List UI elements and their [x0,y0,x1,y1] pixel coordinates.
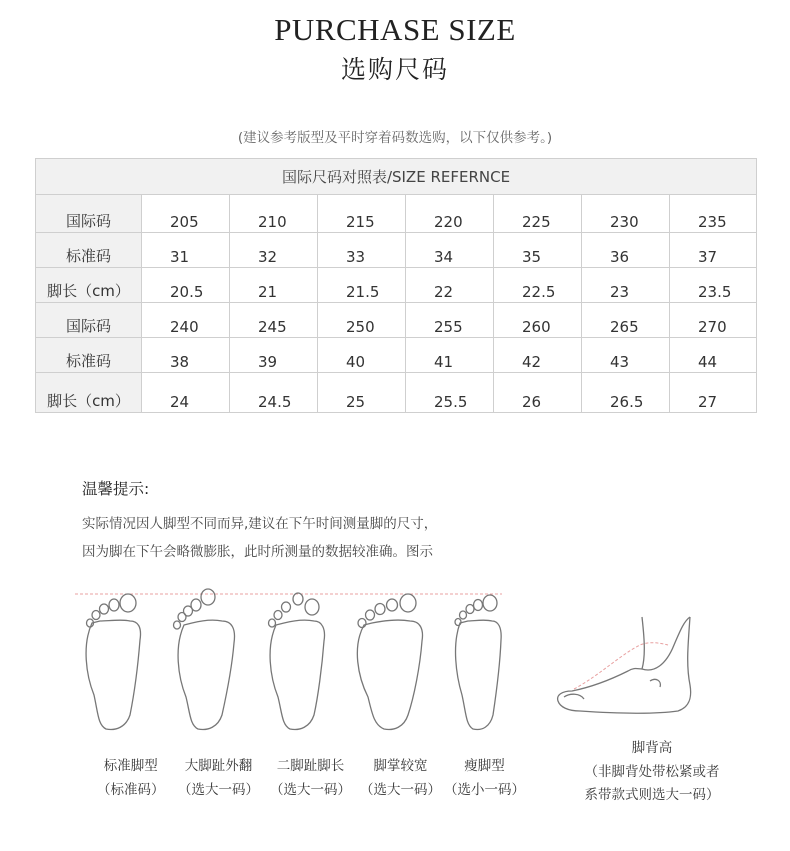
high-instep-foot-icon [550,615,710,725]
table-cell: 23 [582,268,670,303]
table-cell: 215 [318,195,406,233]
table-row [36,303,757,338]
foot-wide-icon [357,594,422,729]
table-cell: 210 [230,195,318,233]
size-table-heading: 国际尺码对照表/SIZE REFERNCE [36,159,757,195]
table-cell: 245 [230,303,318,338]
foot-type-slim-label: 瘦脚型 （选小一码） [444,758,525,798]
instep-label: 脚背高 （非脚背处带松紧或者 系带款式则选大一码） [584,740,720,803]
title-english: PURCHASE SIZE [274,12,516,47]
foot-bunion-icon [174,589,235,729]
foot-standard-icon [86,594,140,729]
table-cell: 21 [230,268,318,303]
table-cell: 37 [670,233,757,268]
table-cell: 24.5 [230,373,318,413]
table-cell: 260 [494,303,582,338]
table-cell: 235 [670,195,757,233]
row-label: 标准码 [36,233,142,268]
foot-type-standard-label: 标准脚型 （标准码） [97,758,165,798]
table-cell: 27 [670,373,757,413]
table-cell: 205 [142,195,230,233]
row-label: 国际码 [36,195,142,233]
table-cell: 38 [142,338,230,373]
tips-line-1: 实际情况因人脚型不同而异,建议在下午时间测量脚的尺寸， [82,516,438,532]
table-cell: 33 [318,233,406,268]
foot-types-illustration [70,585,510,735]
tips-title: 温馨提示: [82,480,150,498]
foot-type-bunion-label: 大脚趾外翻 （选大一码） [178,758,259,798]
table-cell: 265 [582,303,670,338]
table-cell: 250 [318,303,406,338]
row-label: 标准码 [36,338,142,373]
table-cell: 24 [142,373,230,413]
table-cell: 25.5 [406,373,494,413]
table-cell: 34 [406,233,494,268]
table-cell: 25 [318,373,406,413]
table-cell: 36 [582,233,670,268]
instep-guide-line [574,643,668,689]
table-cell: 42 [494,338,582,373]
foot-type-wide-label: 脚掌较宽 （选大一码） [360,758,441,798]
tips-line-2: 因为脚在下午会略微膨胀，此时所测量的数据较准确。图示 [82,544,433,560]
table-cell: 255 [406,303,494,338]
table-row [36,373,757,413]
table-cell: 22 [406,268,494,303]
table-cell: 39 [230,338,318,373]
table-cell: 31 [142,233,230,268]
table-cell: 21.5 [318,268,406,303]
table-cell: 40 [318,338,406,373]
table-cell: 43 [582,338,670,373]
foot-slim-icon [455,595,501,729]
title-chinese: 选购尺码 [340,55,449,84]
table-cell: 35 [494,233,582,268]
size-note: (建议参考版型及平时穿着码数选购，以下仅供参考。) [237,130,553,146]
size-chart-table [35,158,757,413]
table-row [36,195,757,233]
table-cell: 270 [670,303,757,338]
table-cell: 20.5 [142,268,230,303]
table-cell: 32 [230,233,318,268]
table-row [36,268,757,303]
table-row [36,338,757,373]
row-label: 脚长（cm） [36,268,142,303]
table-cell: 230 [582,195,670,233]
row-label: 国际码 [36,303,142,338]
table-cell: 220 [406,195,494,233]
table-row [36,233,757,268]
table-cell: 22.5 [494,268,582,303]
table-cell: 44 [670,338,757,373]
table-cell: 26.5 [582,373,670,413]
table-cell: 225 [494,195,582,233]
row-label: 脚长（cm） [36,373,142,413]
table-cell: 26 [494,373,582,413]
foot-long-second-toe-icon [269,593,325,729]
table-cell: 240 [142,303,230,338]
foot-type-long-second-toe-label: 二脚趾脚长 （选大一码） [270,758,351,798]
table-cell: 41 [406,338,494,373]
table-cell: 23.5 [670,268,757,303]
